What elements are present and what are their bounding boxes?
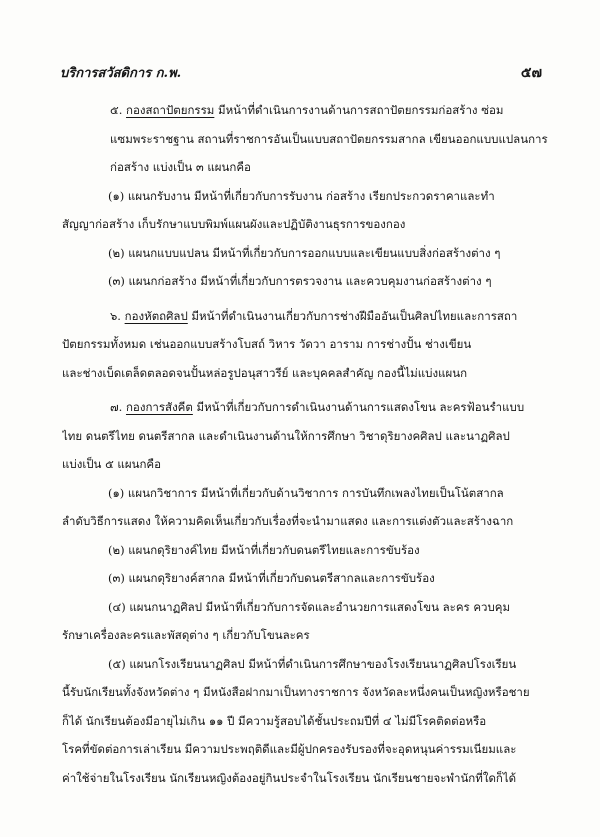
section-5-paragraph (62, 96, 562, 182)
running-head: บริการสวัสดิการ ก.พ. (60, 66, 182, 81)
text-line: แซมพระราชฐาน สถานที่ราชการอันเป็นแบบสถาปัตยกรรมสากล เขียนออกแบบแปลนการ (110, 131, 548, 146)
text-line: โรคที่ขัดต่อการเล่าเรียน มีความประพฤติดีและมีผู้ปกครองรับรองที่จะอุดหนุนค่ารรมเนียมและ (62, 742, 517, 756)
text-line: รักษาเครื่องละครและพัสดุต่าง ๆ เกี่ยวกับโขนละคร (62, 628, 310, 642)
section-7-item-3 (62, 564, 562, 593)
text-line: ปัตยกรรมทั้งหมด เช่นออกแบบสร้างโบสถ์ วิหาร วัดวา อาราม การช่างปั้น ช่างเขียน (62, 337, 472, 351)
section-heading: กองสถาปัตยกรรม (126, 103, 215, 117)
section-7-item-1 (62, 479, 562, 536)
body-text (62, 96, 562, 792)
section-7-item-2 (62, 536, 562, 565)
text-line: (๓) แผนกดุริยางค์สากล มีหน้าที่เกี่ยวกับดนตรีสากลและการขับร้อง (108, 571, 435, 585)
text-line: ๖. กองหัตถศิลป มีหน้าที่ดำเนินงานเกี่ยวกับการช่างฝีมืออันเป็นศิลปไทยและการสถา (110, 308, 518, 323)
text-line: (๕) แผนกโรงเรียนนาฏศิลป มีหน้าที่ดำเนินการศึกษาของโรงเรียนนาฏศิลปโรงเรียน (108, 656, 517, 671)
text-line: และช่างเบ็ดเตล็ดตลอดจนปั้นหล่อรูปอนุสาวรีย์ และบุคคลสำคัญ กองนี้ไม่แบ่งแผนก (62, 365, 468, 380)
page-header (60, 62, 542, 86)
section-heading: กองการสังคีต (125, 400, 193, 414)
text-line: นี้รับนักเรียนทั้งจังหวัดต่าง ๆ มีหนังสือฝากมาเป็นทางราชการ จังหวัดละหนึ่งคนเป็นหญิงหรือชาย (62, 685, 530, 699)
section-7-item-4 (62, 593, 562, 650)
text-line: ไทย ดนตรีไทย ดนตรีสากล และดำเนินงานด้านให้การศึกษา วิชาดุริยางคศิลป และนาฏศิลป (62, 428, 510, 443)
text-line: (๓) แผนกก่อสร้าง มีหน้าที่เกี่ยวกับการตรวจงาน และควบคุมงานก่อสร้างต่าง ๆ (108, 274, 492, 288)
section-7-paragraph (62, 393, 562, 479)
text-line: (๑) แผนกรับงาน มีหน้าที่เกี่ยวกับการรับงาน ก่อสร้าง เรียกประกวดราคาและทำ (108, 188, 495, 203)
text-line: ลำดับวิธีการแสดง ให้ความคิดเห็นเกี่ยวกับเรื่องที่จะนำมาแสดง และการแต่งตัวและสร้างฉาก (62, 514, 514, 528)
text-line: (๔) แผนกนาฏศิลป มีหน้าที่เกี่ยวกับการจัดและอำนวยการแสดงโขน ละคร ควบคุม (108, 599, 511, 614)
text-line: แบ่งเป็น ๕ แผนกคือ (62, 457, 162, 471)
section-5-item-1 (62, 182, 562, 239)
text-line: (๒) แผนกแบบแปลน มีหน้าที่เกี่ยวกับการออกแบบและเขียนแบบสิ่งก่อสร้างต่าง ๆ (108, 245, 501, 260)
text-line: ๕. กองสถาปัตยกรรม มีหน้าที่ดำเนินการงานด้านการสถาปัตยกรรมก่อสร้าง ซ่อม (110, 103, 504, 117)
text-line: (๒) แผนกดุริยางค์ไทย มีหน้าที่เกี่ยวกับดนตรีไทยและการขับร้อง (108, 542, 420, 557)
section-6-paragraph (62, 302, 562, 388)
page-number: ๕๗ (520, 65, 542, 81)
text-line: ก่อสร้าง แบ่งเป็น ๓ แผนกคือ (110, 160, 251, 174)
text-line: สัญญาก่อสร้าง เก็บรักษาแบบพิมพ์แผนผังและปฏิบัติงานธุรการของกอง (62, 217, 406, 231)
section-5-item-3 (62, 267, 562, 296)
section-7-item-5 (62, 650, 562, 793)
section-5-item-2 (62, 239, 562, 268)
text-line: ๗. กองการสังคีต มีหน้าที่เกี่ยวกับการดำเนินงานด้านการแสดงโขน ละครฟ้อนรำแบบ (110, 400, 525, 414)
section-heading: กองหัตถศิลป (124, 308, 188, 323)
text-line: (๑) แผนกวิชาการ มีหน้าที่เกี่ยวกับด้านวิชาการ การบันทึกเพลงไทยเป็นโน้ตสากล (108, 485, 504, 500)
text-line: ค่าใช้จ่ายในโรงเรียน นักเรียนหญิงต้องอยู่กินประจำในโรงเรียน นักเรียนชายจะพำนักที่ใดก็ได้ (62, 770, 517, 785)
text-line: ก็ได้ นักเรียนต้องมีอายุไม่เกิน ๑๑ ปี มีความรู้สอบได้ชั้นประถมปีที่ ๔ ไม่มีโรคติดต่อหรือ (62, 713, 487, 728)
